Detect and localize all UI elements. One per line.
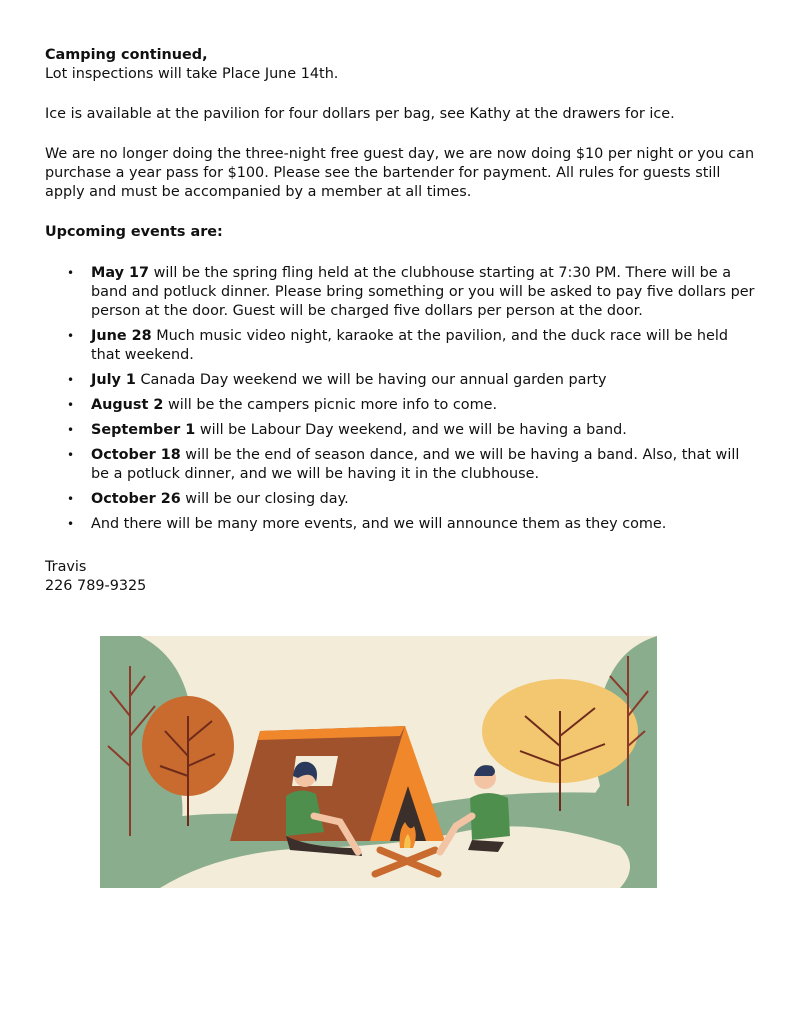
list-item xyxy=(45,264,755,321)
event-date: May 17 xyxy=(91,265,150,281)
event-text: will be the spring fling held at the clubhouse starting at 7:30 PM. There will be a band and potluck dinner. Please bring something or you will be asked to pay five dollars per person at the door. Guest will be charged five dollars per person at the door. xyxy=(91,265,755,319)
ice-info-text: Ice is available at the pavilion for four dollars per bag, see Kathy at the drawers for ice. xyxy=(45,106,675,122)
event-date: September 1 xyxy=(91,422,196,438)
camping-illustration xyxy=(100,636,657,888)
bullet-icon: • xyxy=(67,329,75,343)
event-text: will be the end of season dance, and we will be having a band. Also, that will be a potluck dinner, and we will be having it in the clubhouse. xyxy=(91,447,740,482)
event-text: will be our closing day. xyxy=(180,491,349,507)
section-title: Camping continued, xyxy=(45,47,208,63)
event-text: Much music video night, karaoke at the pavilion, and the duck race will be held that weekend. xyxy=(91,328,728,363)
event-text: And there will be many more events, and we will announce them as they come. xyxy=(91,516,667,532)
event-date: June 28 xyxy=(91,328,152,344)
newsletter-body xyxy=(45,46,755,596)
list-item xyxy=(45,446,755,484)
bullet-icon: • xyxy=(67,492,75,506)
event-date: October 26 xyxy=(91,491,181,507)
signature-name: Travis xyxy=(45,559,87,575)
bullet-icon: • xyxy=(67,517,75,531)
event-date: July 1 xyxy=(91,372,136,388)
list-item xyxy=(45,327,755,365)
lot-inspection-text: Lot inspections will take Place June 14th. xyxy=(45,66,339,82)
list-item xyxy=(45,371,755,390)
list-item xyxy=(45,421,755,440)
guest-policy-text: We are no longer doing the three-night free guest day, we are now doing $10 per night or you can purchase a year pass for $100. Please see the bartender for payment. All rules for guests still apply and must be accompanied by a member at all times. xyxy=(45,146,755,200)
event-date: October 18 xyxy=(91,447,181,463)
bullet-icon: • xyxy=(67,373,75,387)
bullet-icon: • xyxy=(67,266,75,280)
event-text: will be the campers picnic more info to come. xyxy=(163,397,498,413)
event-text: will be Labour Day weekend, and we will be having a band. xyxy=(195,422,627,438)
event-text: Canada Day weekend we will be having our annual garden party xyxy=(135,372,607,388)
events-heading: Upcoming events are: xyxy=(45,224,223,240)
bullet-icon: • xyxy=(67,398,75,412)
bullet-icon: • xyxy=(67,423,75,437)
list-item xyxy=(45,396,755,415)
event-date: August 2 xyxy=(91,397,164,413)
bullet-icon: • xyxy=(67,448,75,462)
list-item xyxy=(45,515,755,534)
signature-phone: 226 789-9325 xyxy=(45,578,147,594)
list-item xyxy=(45,490,755,509)
events-list xyxy=(45,264,755,534)
